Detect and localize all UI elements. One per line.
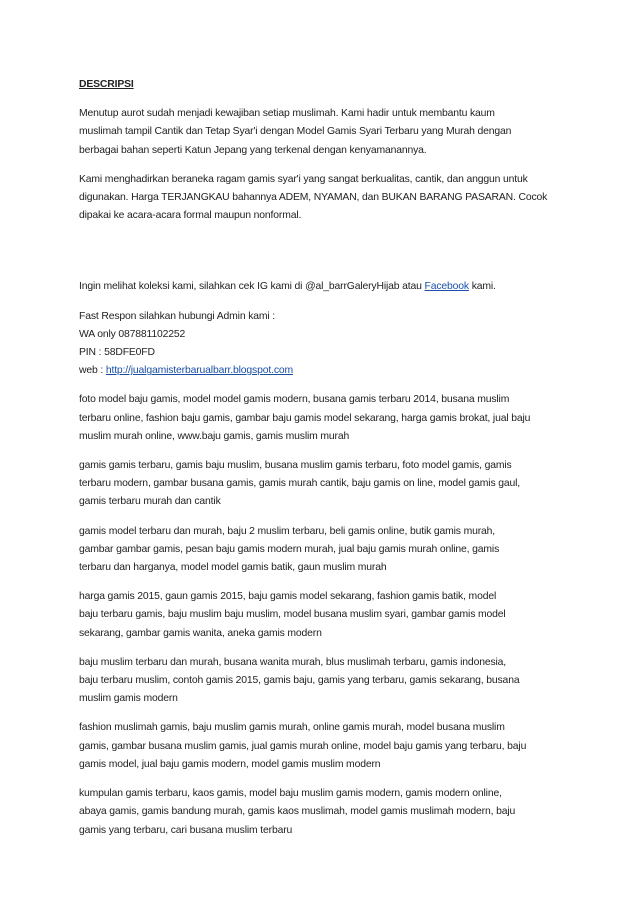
- text-line: terbaru modern, gambar busana gamis, gamis murah cantik, baju gamis on line, model gamis gaul,: [79, 478, 521, 490]
- instagram-paragraph: [79, 278, 571, 296]
- keyword-paragraph-3: [79, 523, 571, 578]
- page-title: DESCRIPSI: [79, 79, 134, 90]
- text-line: [79, 278, 571, 296]
- keyword-paragraph-4: [79, 588, 571, 643]
- intro-paragraph-1: [79, 105, 571, 160]
- document-page: [79, 76, 571, 851]
- blog-link[interactable]: http://jualgamisterbarualbarr.blogspot.com: [105, 365, 294, 377]
- whatsapp-number: WA only 087881102252: [79, 328, 186, 340]
- text-line: muslim murah online, www.baju gamis, gamis muslim murah: [79, 430, 350, 442]
- web-line: [79, 362, 571, 380]
- ig-text-end: kami.: [468, 281, 496, 293]
- blank-space: [79, 236, 571, 278]
- web-label: web :: [79, 365, 106, 377]
- ig-text: Ingin melihat koleksi kami, silahkan cek IG kami di @al_barrGaleryHijab atau: [79, 281, 425, 293]
- facebook-link[interactable]: Facebook: [424, 281, 469, 293]
- text-line: dipakai ke acara-acara formal maupun nonformal.: [79, 210, 302, 222]
- text-line: gamis terbaru murah dan cantik: [79, 496, 221, 508]
- text-line: gamis, gambar busana muslim gamis, jual gamis murah online, model baju gamis yang terbaru, baju: [79, 740, 527, 752]
- keyword-paragraph-5: [79, 654, 571, 709]
- text-line: harga gamis 2015, gaun gamis 2015, baju gamis model sekarang, fashion gamis batik, model: [79, 591, 497, 603]
- contact-intro: Fast Respon silahkan hubungi Admin kami :: [79, 310, 276, 322]
- text-line: sekarang, gambar gamis wanita, aneka gamis modern: [79, 627, 322, 639]
- text-line: muslim gamis modern: [79, 693, 178, 705]
- text-line: digunakan. Harga TERJANGKAU bahannya ADEM, NYAMAN, dan BUKAN BARANG PASARAN. Cocok: [79, 192, 548, 204]
- text-line: baju terbaru gamis, baju muslim baju muslim, model busana muslim syari, gambar gamis model: [79, 609, 506, 621]
- text-line: gamis yang terbaru, cari busana muslim terbaru: [79, 824, 293, 836]
- text-line: gamis model terbaru dan murah, baju 2 muslim terbaru, beli gamis online, butik gamis murah,: [79, 525, 496, 537]
- text-line: kumpulan gamis terbaru, kaos gamis, model baju muslim gamis modern, gamis modern online,: [79, 788, 502, 800]
- text-line: terbaru online, fashion baju gamis, gambar baju gamis model sekarang, harga gamis brokat, jual baju: [79, 412, 531, 424]
- text-line: abaya gamis, gamis bandung murah, gamis kaos muslimah, model gamis muslimah modern, baju: [79, 806, 516, 818]
- keyword-paragraph-6: [79, 719, 571, 774]
- keyword-paragraph-1: [79, 391, 571, 446]
- text-line: foto model baju gamis, model model gamis modern, busana gamis terbaru 2014, busana muslim: [79, 394, 510, 406]
- keyword-paragraph-7: [79, 785, 571, 840]
- text-line: fashion muslimah gamis, baju muslim gamis murah, online gamis murah, model busana muslim: [79, 722, 505, 734]
- intro-paragraph-2: [79, 171, 571, 226]
- text-line: gamis gamis terbaru, gamis baju muslim, busana muslim gamis terbaru, foto model gamis, gamis: [79, 460, 512, 472]
- text-line: baju terbaru muslim, contoh gamis 2015, gamis baju, gamis yang terbaru, gamis sekarang, busana: [79, 675, 520, 687]
- text-line: Kami menghadirkan beraneka ragam gamis syar'i yang sangat berkualitas, cantik, dan anggun untuk: [79, 173, 528, 185]
- text-line: Menutup aurot sudah menjadi kewajiban setiap muslimah. Kami hadir untuk membantu kaum: [79, 108, 495, 120]
- bbm-pin: PIN : 58DFE0FD: [79, 347, 155, 359]
- text-line: muslimah tampil Cantik dan Tetap Syar'i dengan Model Gamis Syari Terbaru yang Murah dengan: [79, 126, 512, 138]
- text-line: berbagai bahan seperti Katun Jepang yang terkenal dengan kenyamanannya.: [79, 144, 427, 156]
- text-line: terbaru dan harganya, model model gamis batik, gaun muslim murah: [79, 562, 387, 574]
- text-line: baju muslim terbaru dan murah, busana wanita murah, blus muslimah terbaru, gamis indonesia,: [79, 656, 507, 668]
- text-line: gambar gambar gamis, pesan baju gamis modern murah, jual baju gamis murah online, gamis: [79, 543, 500, 555]
- keyword-paragraph-2: [79, 457, 571, 512]
- text-line: gamis model, jual baju gamis modern, model gamis muslim modern: [79, 758, 381, 770]
- contact-block: [79, 308, 571, 381]
